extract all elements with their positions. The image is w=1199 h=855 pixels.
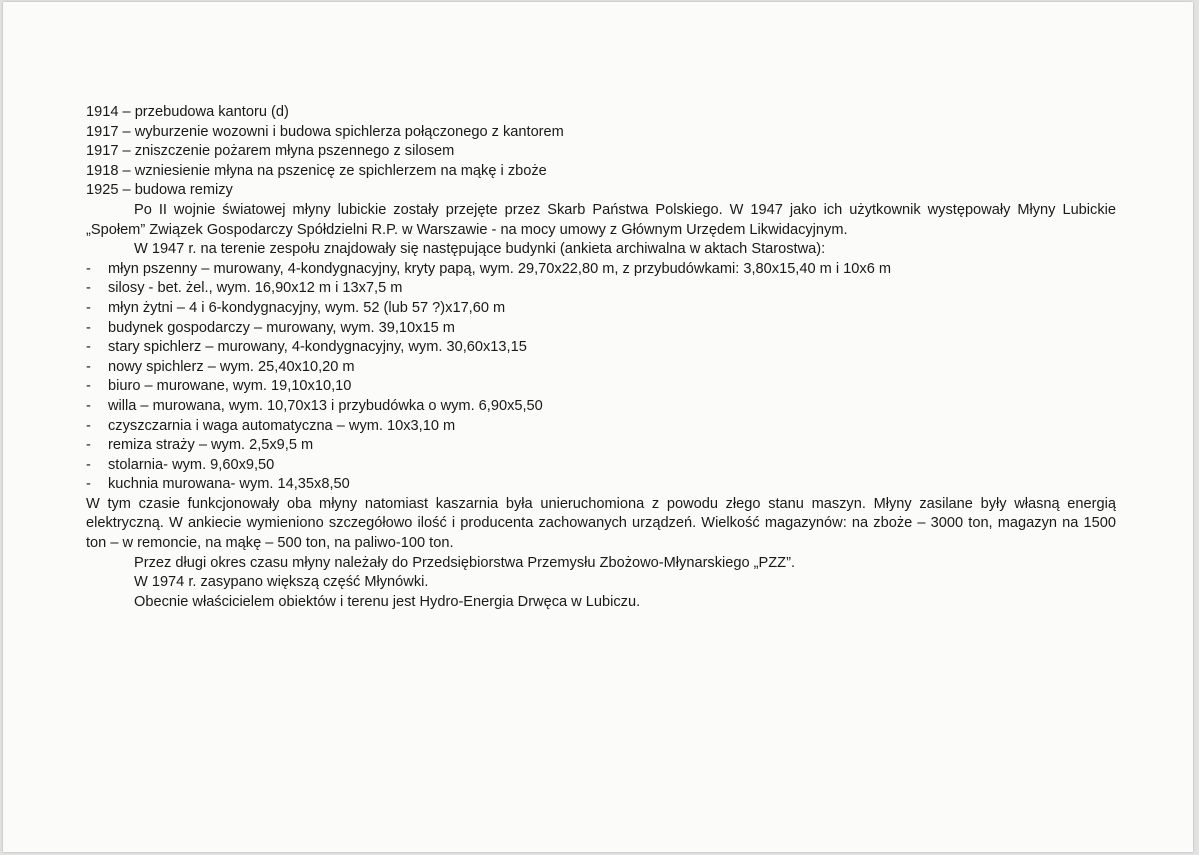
paragraph-owner: Obecnie właścicielem obiektów i terenu jest Hydro-Energia Drwęca w Lubiczu.	[134, 593, 641, 610]
list-item	[86, 299, 1116, 319]
bullet-dash: -	[86, 456, 91, 473]
bullet-dash: -	[86, 280, 91, 297]
building-text: młyn żytni – 4 i 6-kondygnacyjny, wym. 52 (lub 57 ?)x17,60 m	[108, 299, 506, 316]
list-item	[86, 279, 1116, 299]
building-text: czyszczarnia i waga automatyczna – wym. 10x3,10 m	[108, 417, 456, 434]
building-text: remiza straży – wym. 2,5x9,5 m	[108, 437, 314, 454]
list-item	[86, 319, 1116, 339]
bullet-dash: -	[86, 397, 91, 414]
building-text: młyn pszenny – murowany, 4-kondygnacyjny, kryty papą, wym. 29,70x22,80 m, z przybudówkami: 3,80x15,40 m i 10x6 m	[108, 260, 892, 277]
document-text	[86, 103, 1116, 612]
list-item	[86, 338, 1116, 358]
building-text: kuchnia murowana- wym. 14,35x8,50	[108, 476, 350, 493]
chronology-entry-1918: 1918 – wzniesienie młyna na pszenicę ze spichlerzem na mąkę i zboże	[86, 162, 547, 179]
bullet-dash: -	[86, 260, 91, 277]
bullet-dash: -	[86, 476, 91, 493]
chronology-list	[86, 103, 1116, 201]
bullet-dash: -	[86, 437, 91, 454]
chronology-entry-1914: 1914 – przebudowa kantoru (d)	[86, 104, 289, 120]
building-text: silosy - bet. żel., wym. 16,90x12 m i 13x7,5 m	[108, 280, 403, 297]
bullet-dash: -	[86, 339, 91, 356]
bullet-dash: -	[86, 299, 91, 316]
bullet-dash: -	[86, 358, 91, 375]
buildings-list	[86, 260, 1116, 495]
list-item	[86, 397, 1116, 417]
chronology-entry-1917-a: 1917 – wyburzenie wozowni i budowa spichlerza połączonego z kantorem	[86, 123, 564, 140]
paragraph-1947-intro: W 1947 r. na terenie zespołu znajdowały się następujące budynki (ankieta archiwalna w aktach Starostwa):	[134, 241, 826, 258]
building-text: stary spichlerz – murowany, 4-kondygnacyjny, wym. 30,60x13,15	[108, 339, 527, 356]
paragraph-pzz: Przez długi okres czasu młyny należały do Przedsiębiorstwa Przemysłu Zbożowo-Młynarskiego „PZZ”.	[134, 554, 796, 571]
paragraph-mills-operation: W tym czasie funkcjonowały oba młyny natomiast kaszarnia była unieruchomiona z powodu złego stanu maszyn. Młyny zasilane były własną energią elektryczną. W ankiecie wymieniono szczegółowo ilość i producenta zachowanych urządzeń. Wielkość magazynów: na zboże – 3000 ton, magazyn na 1500 ton – w remoncie, na mąkę – 500 ton, na paliwo-100 ton.	[86, 495, 1116, 552]
building-text: stolarnia- wym. 9,60x9,50	[108, 456, 275, 473]
list-item	[86, 377, 1116, 397]
building-text: willa – murowana, wym. 10,70x13 i przybudówka o wym. 6,90x5,50	[108, 397, 543, 414]
paragraph-after-war: Po II wojnie światowej młyny lubickie zostały przejęte przez Skarb Państwa Polskiego. W 1947 jako ich użytkownik występowały Młyny Lubickie „Społem” Związek Gospodarczy Spółdzielni R.P. w Warszawie - na mocy umowy z Głównym Urzędem Likwidacyjnym.	[86, 201, 1116, 238]
list-item	[86, 475, 1116, 495]
bullet-dash: -	[86, 319, 91, 336]
list-item	[86, 456, 1116, 476]
chronology-entry-1925: 1925 – budowa remizy	[86, 182, 233, 199]
bullet-dash: -	[86, 378, 91, 395]
building-text: nowy spichlerz – wym. 25,40x10,20 m	[108, 358, 355, 375]
list-item	[86, 358, 1116, 378]
document-card	[3, 2, 1193, 852]
list-item	[86, 260, 1116, 280]
building-text: biuro – murowane, wym. 19,10x10,10	[108, 378, 352, 395]
list-item	[86, 417, 1116, 437]
list-item	[86, 436, 1116, 456]
chronology-entry-1917-b: 1917 – zniszczenie pożarem młyna pszennego z silosem	[86, 143, 455, 160]
building-text: budynek gospodarczy – murowany, wym. 39,10x15 m	[108, 319, 455, 336]
paragraph-1974: W 1974 r. zasypano większą część Młynówki.	[134, 574, 429, 591]
bullet-dash: -	[86, 417, 91, 434]
